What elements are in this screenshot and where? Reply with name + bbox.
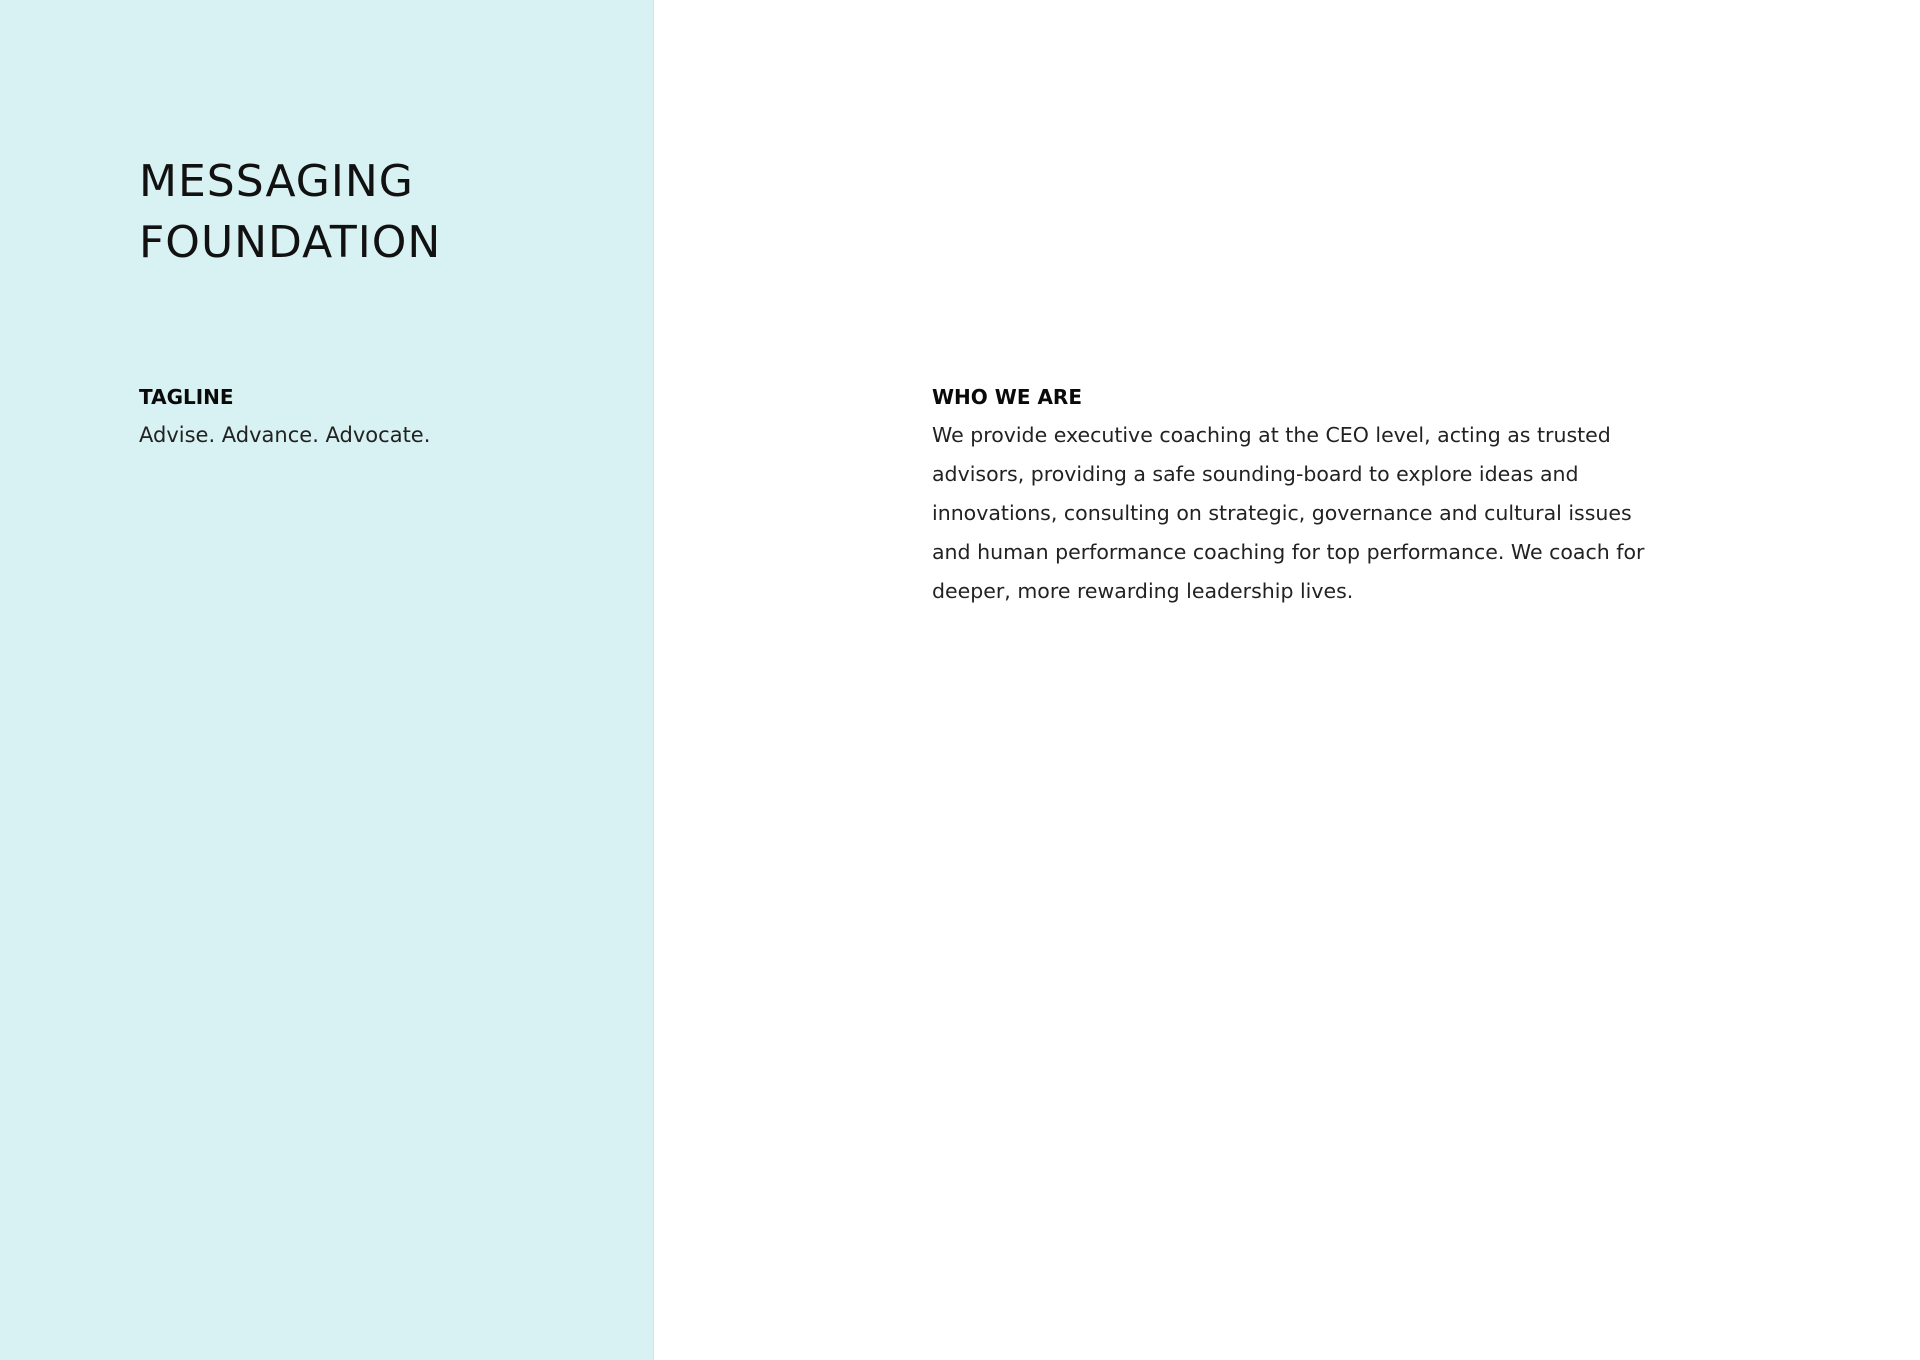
page-title <box>139 151 619 273</box>
page-title-line-1: MESSAGING <box>139 156 414 208</box>
page-title-line-2: FOUNDATION <box>139 217 442 269</box>
who-we-are-heading: WHO WE ARE <box>932 385 1082 409</box>
tagline-heading: TAGLINE <box>139 385 234 409</box>
sidebar-panel <box>0 0 654 1360</box>
tagline-section <box>139 384 619 455</box>
who-we-are-text: We provide executive coaching at the CEO level, acting as trusted advisors, providing a safe sounding-board to explore ideas and innovations, consulting on strategic, governance and cultural issues and human performance coaching for top performance. We coach for deeper, more rewarding leadership lives. <box>932 423 1645 603</box>
who-we-are-section <box>932 384 1652 611</box>
tagline-text: Advise. Advance. Advocate. <box>139 423 431 447</box>
